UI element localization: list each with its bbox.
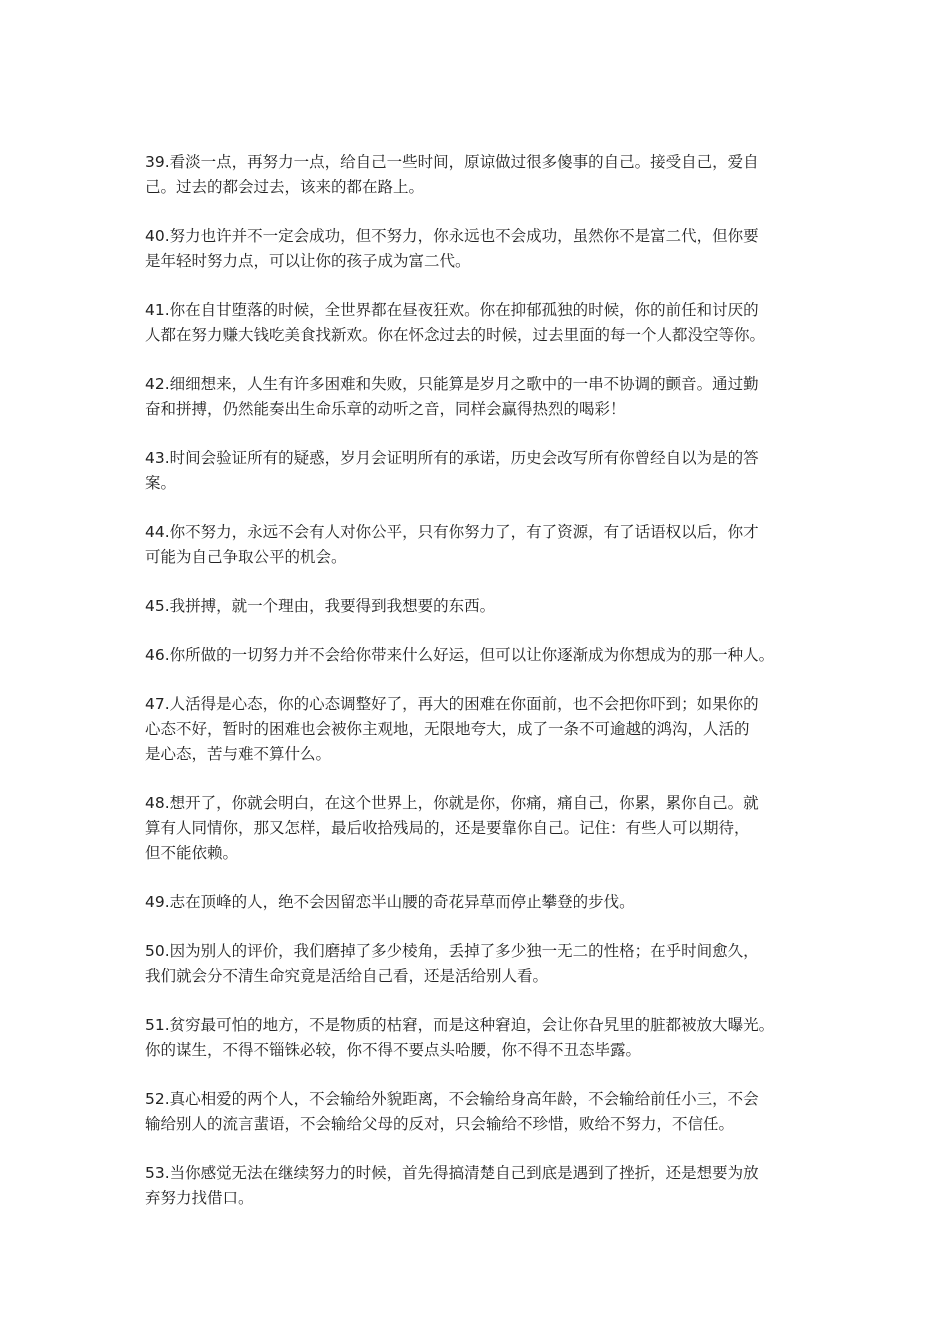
paragraph-line: 己。过去的都会过去，该来的都在路上。 [145, 178, 425, 196]
paragraph-line: 算有人同情你，那又怎样，最后收拾残局的，还是要靠你自己。记住：有些人可以期待， [145, 819, 750, 837]
paragraph [145, 692, 817, 767]
paragraph-line: 52.真心相爱的两个人，不会输给外貌距离，不会输给身高年龄，不会输给前任小三，不会 [145, 1090, 759, 1108]
paragraph [145, 1161, 817, 1211]
document-body [145, 150, 817, 1235]
paragraph [145, 791, 817, 866]
paragraph [145, 150, 817, 200]
paragraph [145, 520, 817, 570]
paragraph-line: 心态不好，暂时的困难也会被你主观地，无限地夸大，成了一条不可逾越的鸿沟，人活的 [145, 720, 750, 738]
paragraph [145, 1013, 817, 1063]
paragraph-line: 输给别人的流言蜚语，不会输给父母的反对，只会输给不珍惜，败给不努力，不信任。 [145, 1115, 735, 1133]
paragraph-line: 48.想开了，你就会明白，在这个世界上，你就是你，你痛，痛自己，你累，累你自己。就 [145, 794, 759, 812]
paragraph-line: 43.时间会验证所有的疑惑，岁月会证明所有的承诺，历史会改写所有你曾经自以为是的答 [145, 449, 759, 467]
paragraph-line: 是年轻时努力点，可以让你的孩子成为富二代。 [145, 252, 471, 270]
paragraph [145, 643, 817, 668]
paragraph-line: 39.看淡一点，再努力一点，给自己一些时间，原谅做过很多傻事的自己。接受自己，爱自 [145, 153, 759, 171]
paragraph-line: 但不能依赖。 [145, 844, 239, 862]
paragraph-line: 49.志在顶峰的人，绝不会因留恋半山腰的奇花异草而停止攀登的步伐。 [145, 893, 635, 911]
paragraph-line: 42.细细想来，人生有许多困难和失败，只能算是岁月之歌中的一串不协调的颤音。通过勤 [145, 375, 759, 393]
paragraph-line: 45.我拼搏，就一个理由，我要得到我想要的东西。 [145, 597, 496, 615]
paragraph [145, 890, 817, 915]
paragraph-line: 51.贫穷最可怕的地方，不是物质的枯窘，而是这种窘迫，会让你旮旯里的脏都被放大曝光。 [145, 1016, 775, 1034]
paragraph [145, 446, 817, 496]
paragraph-line: 人都在努力赚大钱吃美食找新欢。你在怀念过去的时候，过去里面的每一个人都没空等你。 [145, 326, 766, 344]
paragraph [145, 224, 817, 274]
paragraph-line: 46.你所做的一切努力并不会给你带来什么好运，但可以让你逐渐成为你想成为的那一种人。 [145, 646, 775, 664]
paragraph-line: 案。 [145, 474, 177, 492]
paragraph [145, 939, 817, 989]
paragraph [145, 594, 817, 619]
paragraph-line: 你的谋生，不得不锱铢必较，你不得不要点头哈腰，你不得不丑态毕露。 [145, 1041, 642, 1059]
paragraph-line: 可能为自己争取公平的机会。 [145, 548, 347, 566]
paragraph-line: 53.当你感觉无法在继续努力的时候，首先得搞清楚自己到底是遇到了挫折，还是想要为放 [145, 1164, 759, 1182]
paragraph-line: 弃努力找借口。 [145, 1189, 254, 1207]
paragraph-line: 44.你不努力，永远不会有人对你公平，只有你努力了，有了资源，有了话语权以后，你才 [145, 523, 759, 541]
paragraph-line: 是心态，苦与难不算什么。 [145, 745, 332, 763]
paragraph-line: 47.人活得是心态，你的心态调整好了，再大的困难在你面前，也不会把你吓到；如果你的 [145, 695, 759, 713]
paragraph-line: 奋和拼搏，仍然能奏出生命乐章的动听之音，同样会赢得热烈的喝彩！ [145, 400, 626, 418]
paragraph-line: 我们就会分不清生命究竟是活给自己看，还是活给别人看。 [145, 967, 549, 985]
paragraph [145, 372, 817, 422]
paragraph [145, 1087, 817, 1137]
paragraph-line: 50.因为别人的评价，我们磨掉了多少棱角，丢掉了多少独一无二的性格；在乎时间愈久， [145, 942, 759, 960]
paragraph-line: 40.努力也许并不一定会成功，但不努力，你永远也不会成功，虽然你不是富二代，但你要 [145, 227, 759, 245]
paragraph-line: 41.你在自甘堕落的时候，全世界都在昼夜狂欢。你在抑郁孤独的时候，你的前任和讨厌的 [145, 301, 759, 319]
paragraph [145, 298, 817, 348]
